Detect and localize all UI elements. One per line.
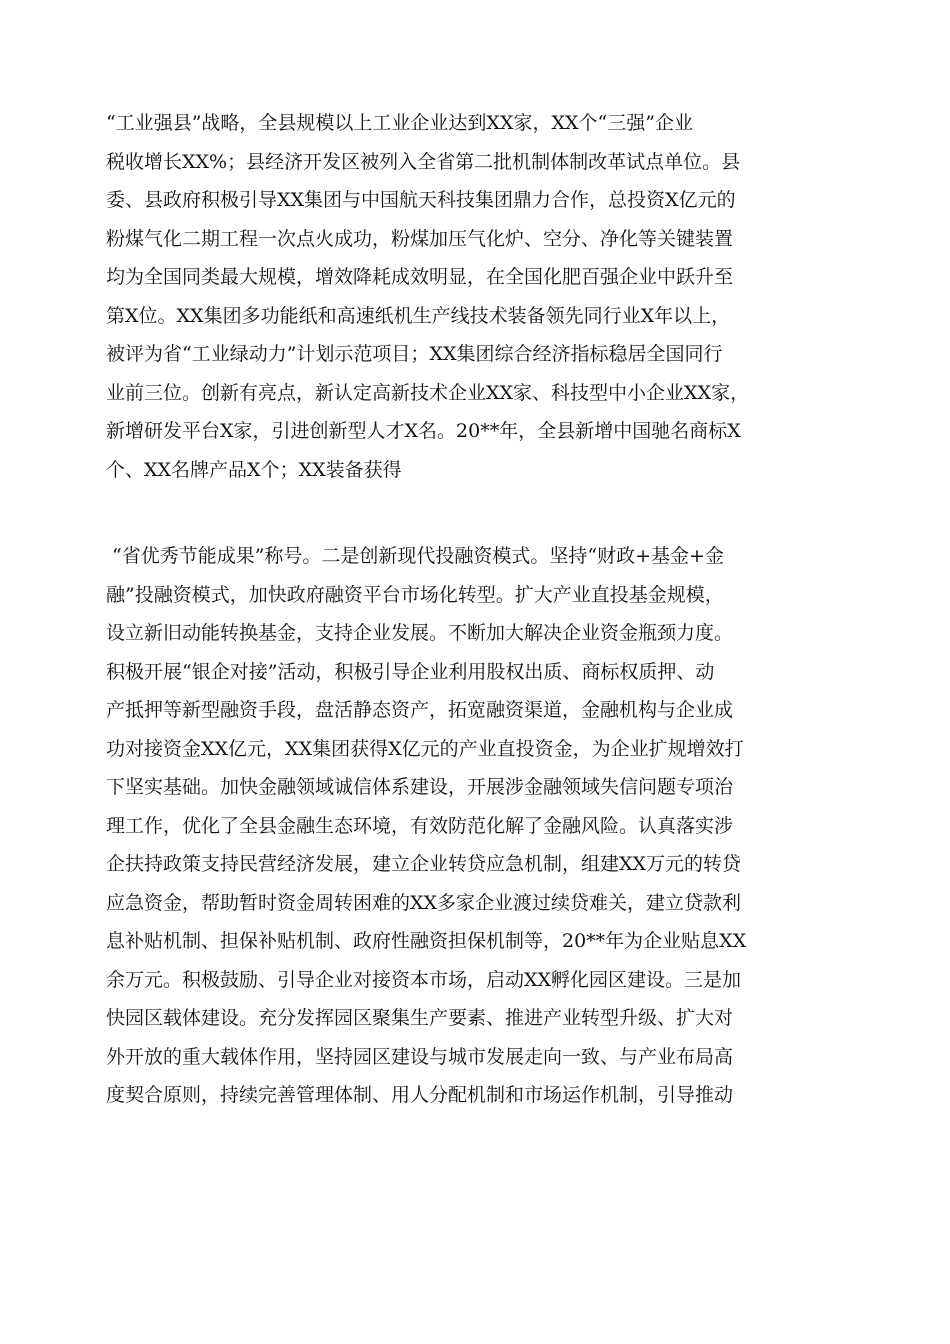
text-line: 粉煤气化二期工程一次点火成功，粉煤加压气化炉、空分、净化等关键装置 <box>106 227 734 250</box>
text-line: 外开放的重大载体作用，坚持园区建设与城市发展走向一致、与产业布局高 <box>106 1045 734 1068</box>
text-line: 息补贴机制、担保补贴机制、政府性融资担保机制等，20**年为企业贴息XX <box>106 930 747 952</box>
text-line: 理工作，优化了全县金融生态环境，有效防范化解了金融风险。认真落实涉 <box>106 814 734 837</box>
paragraph-2 <box>106 537 856 1115</box>
text-line: 均为全国同类最大规模，增效降耗成效明显，在全国化肥百强企业中跃升至 <box>106 266 734 288</box>
text-line: 新增研发平台X家，引进创新型人才X名。20**年，全县新增中国驰名商标X <box>106 420 741 442</box>
text-line: 被评为省“工业绿动力”计划示范项目；XX集团综合经济指标稳居全国同行 <box>106 343 723 365</box>
text-line: 第X位。XX集团多功能纸和高速纸机生产线技术装备领先同行业X年以上， <box>106 304 731 327</box>
text-line: 度契合原则，持续完善管理体制、用人分配机制和市场运作机制，引导推动 <box>106 1084 734 1106</box>
text-line: “省优秀节能成果”称号。二是创新现代投融资模式。坚持“财政+基金+金 <box>112 545 724 567</box>
text-line: 应急资金，帮助暂时资金周转困难的XX多家企业渡过续贷难关，建立贷款利 <box>106 891 742 914</box>
text-line: 产抵押等新型融资手段，盘活静态资产，拓宽融资渠道，金融机构与企业成 <box>106 699 734 721</box>
text-line: 企扶持政策支持民营经济发展，建立企业转贷应急机制，组建XX万元的转贷 <box>106 853 742 875</box>
text-line: 设立新旧动能转换基金，支持企业发展。不断加大解决企业资金瓶颈力度。 <box>106 622 734 644</box>
text-line: 业前三位。创新有亮点，新认定高新技术企业XX家、科技型中小企业XX家， <box>106 381 750 404</box>
text-line: 功对接资金XX亿元，XX集团获得X亿元的产业直投资金，为企业扩规增效打 <box>106 737 744 760</box>
text-line: 个、XX名牌产品X个；XX装备获得 <box>106 458 402 481</box>
text-line: “工业强县”战略，全县规模以上工业企业达到XX家，XX个“三强”企业 <box>106 112 693 134</box>
text-line: 委、县政府积极引导XX集团与中国航天科技集团鼎力合作，总投资X亿元的 <box>106 189 736 211</box>
paragraph-1 <box>106 104 856 489</box>
text-line: 快园区载体建设。充分发挥园区聚集生产要素、推进产业转型升级、扩大对 <box>106 1007 734 1029</box>
text-line: 余万元。积极鼓励、引导企业对接资本市场，启动XX孵化园区建设。三是加 <box>106 968 742 991</box>
text-line: 税收增长XX%；县经济开发区被列入全省第二批机制体制改革试点单位。县 <box>106 150 741 173</box>
text-line: 下坚实基础。加快金融领域诚信体系建设，开展涉金融领域失信问题专项治 <box>106 776 734 798</box>
text-line: 积极开展“银企对接”活动，积极引导企业利用股权出质、商标权质押、动 <box>106 660 715 683</box>
text-line: 融”投融资模式，加快政府融资平台市场化转型。扩大产业直投基金规模， <box>106 583 724 606</box>
